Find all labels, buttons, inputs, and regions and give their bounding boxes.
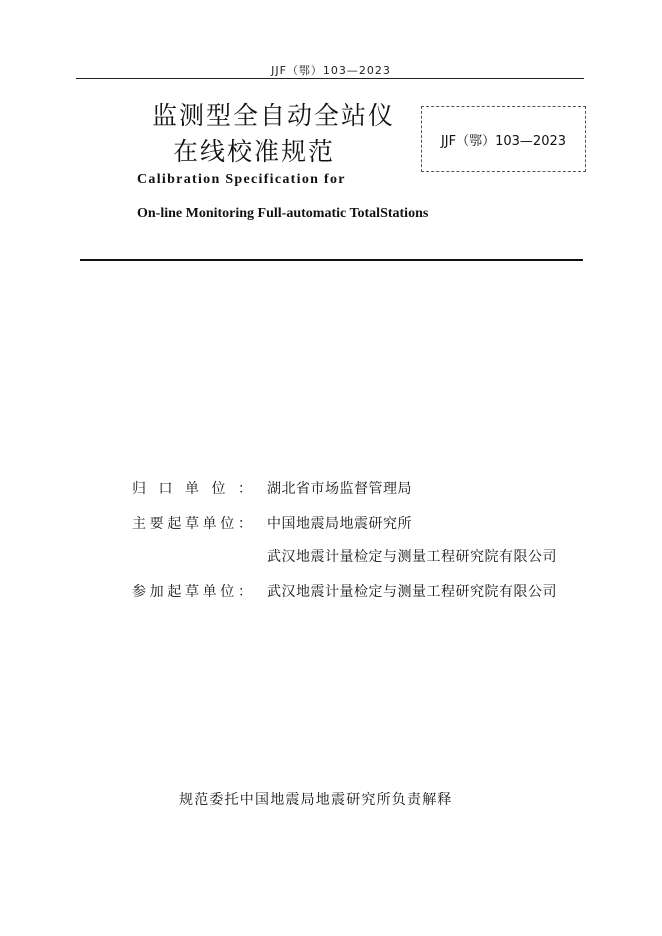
standard-code-box [421, 106, 586, 172]
main-drafting-unit-value-2: 武汉地震计量检定与测量工程研究院有限公司 [267, 549, 557, 565]
title-zh-line1: 监测型全自动全站仪 [152, 101, 396, 130]
responsible-unit-label: 归 口 单 位 ： [132, 481, 252, 497]
header-divider [76, 78, 584, 79]
main-drafting-unit-value-1: 中国地震局地震研究所 [267, 516, 412, 532]
participating-unit-value: 武汉地震计量检定与测量工程研究院有限公司 [267, 584, 557, 600]
main-drafting-unit-label: 主 要 起 草 单 位 ： [132, 516, 252, 532]
title-divider [80, 259, 583, 261]
title-zh-line2: 在线校准规范 [173, 137, 336, 166]
responsible-unit-value: 湖北省市场监督管理局 [267, 481, 412, 497]
standard-code-text: JJF（鄂）103—2023 [440, 133, 567, 149]
title-en-line1: Calibration Specification for [137, 172, 346, 187]
header-standard-code: JJF（鄂）103—2023 [271, 64, 391, 77]
interpretation-note: 规范委托中国地震局地震研究所负责解释 [179, 792, 453, 808]
participating-unit-label: 参 加 起 草 单 位 ： [132, 584, 252, 600]
title-en-line2: On-line Monitoring Full-automatic TotalStations [137, 206, 429, 221]
